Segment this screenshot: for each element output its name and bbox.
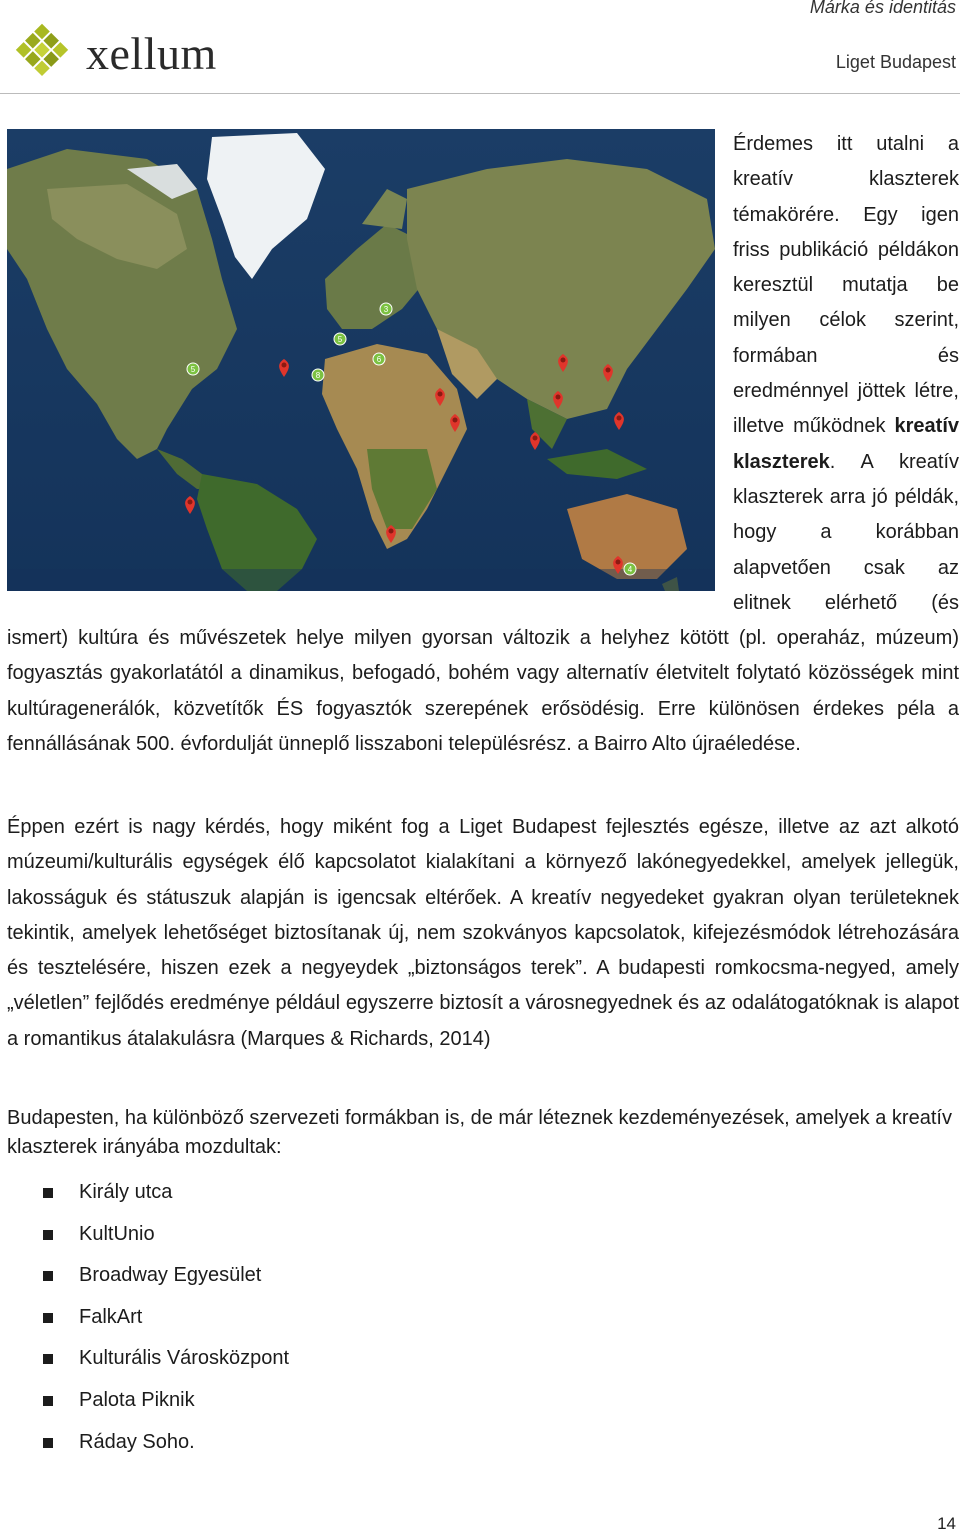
list-item-label: Broadway Egyesület — [79, 1264, 262, 1287]
logo-wordmark: xellum — [86, 28, 217, 79]
square-bullet-icon — [43, 1188, 53, 1198]
list-item — [0, 1255, 289, 1297]
list-item — [0, 1214, 289, 1256]
list-item-label: Palota Piknik — [79, 1388, 195, 1411]
world-map-image — [7, 129, 715, 591]
list-item — [0, 1297, 289, 1339]
svg-text:4: 4 — [627, 565, 633, 574]
svg-text:3: 3 — [383, 305, 389, 314]
cluster-badge-icon — [624, 563, 636, 575]
page-number: 14 — [937, 1514, 956, 1533]
diamond-logo-icon — [8, 18, 88, 86]
xellum-logo — [8, 18, 248, 86]
paragraph1-text-end: . A kreatív klaszterek arra jó példák, hogy a korábban alapvetően csak az elitnek elérhető (és ismert) kultúra és művészetek helye milyen gyorsan változik a helyhez kötött (pl. operaház, múzeum) fogyasztás gyakorlatától a dinamikus, befogadó, bohém vagy alternatív életvitelt folytató közösségek mint kultúragenerálók, közvetítők ÉS fogyasztók szerepének erősödésig. Erre különösen érdekes péla a fennállásának 500. évfordulját ünneplő lisszaboni településrész. a Bairro Alto újraéledése. — [7, 450, 959, 756]
list-item-label: Király utca — [79, 1181, 173, 1203]
square-bullet-icon — [43, 1230, 53, 1240]
list-item-label: Ráday Soho. — [79, 1430, 195, 1453]
list-item-label: KultUnio — [79, 1222, 155, 1245]
paragraph-liget-question: Éppen ezért is nagy kérdés, hogy miként fog a Liget Budapest fejlesztés egésze, illetve az azt alkotó múzeumi/kulturális egységek élő kapcsolatot kialakítani a környező lakónegyedekkel, amelyek jellegük, lakosságuk és státuszuk alapján is igencsak eltérőek. A kreatív negyedeket gyakran olyan területeknek tekintik, amelyek lehetőséget biztosítanak új, nem szokványos kapcsolatok, kifejezésmódok létrehozására és tesztelésére, hiszen ezek a negyeydek „biztonságos terek”. A budapesti romkocsma-negyed, amely „véletlen” fejlődés eredménye például egyszerre biztosít a városnegyednek és az odalátogatóknak is alapot a romantikus átalakulásra (Marques & Richards, 2014) — [7, 816, 959, 1050]
cluster-badge-icon — [373, 353, 385, 365]
paragraph1-text-start: Érdemes itt utalni a kreatív klaszterek témakörére. Egy igen friss publikáció példákon keresztül mutatja be milyen célok szerint, formában és eredménnyel jöttek létre, illetve működnek — [733, 133, 959, 438]
list-item-label: Kulturális Városközpont — [79, 1347, 290, 1370]
square-bullet-icon — [43, 1271, 53, 1281]
cluster-badge-icon — [187, 363, 199, 375]
header-divider — [0, 93, 960, 94]
square-bullet-icon — [43, 1396, 53, 1406]
paragraph-creative-clusters — [7, 127, 959, 762]
list-item — [0, 1422, 289, 1464]
cluster-badge-icon — [334, 333, 346, 345]
list-item — [0, 1380, 289, 1422]
list-item — [0, 1172, 289, 1214]
satellite-world-map — [7, 129, 715, 591]
paragraph1-bold-term: kreatív klaszterek — [733, 415, 959, 473]
square-bullet-icon — [43, 1354, 53, 1364]
list-item-label: FalkArt — [79, 1305, 143, 1328]
document-subtitle: Liget Budapest — [835, 52, 956, 72]
initiatives-list — [0, 1172, 289, 1463]
square-bullet-icon — [43, 1438, 53, 1448]
page-header — [0, 0, 960, 90]
paragraph-budapest-initiatives: Budapesten, ha különböző szervezeti formákban is, de már léteznek kezdeményezések, amelyek a kreatív klaszterek irányába mozdultak: — [7, 1107, 952, 1158]
square-bullet-icon — [43, 1313, 53, 1323]
svg-text:6: 6 — [376, 355, 382, 364]
list-item — [0, 1338, 289, 1380]
cluster-badge-icon — [312, 369, 324, 381]
cluster-badge-icon — [380, 303, 392, 315]
svg-text:8: 8 — [315, 371, 321, 380]
svg-text:5: 5 — [337, 335, 343, 344]
document-title: Márka és identitás — [809, 0, 956, 17]
svg-text:5: 5 — [190, 365, 196, 374]
